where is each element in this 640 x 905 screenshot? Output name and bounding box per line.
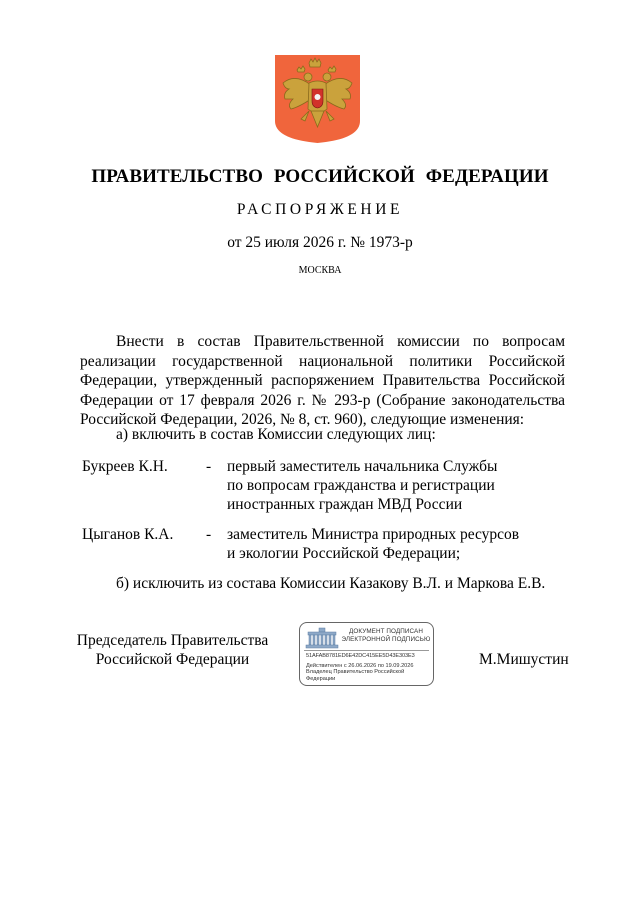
person-position: [227, 457, 547, 515]
stamp-divider: [304, 650, 429, 651]
position-line: по вопросам гражданства и регистрации: [227, 477, 495, 495]
person-name: Цыганов К.А.: [82, 526, 174, 543]
position-line: заместитель Министра природных ресурсов: [227, 526, 520, 543]
document-type: РАСПОРЯЖЕНИЕ: [236, 201, 404, 218]
signatory-title-line: Российской Федерации: [95, 650, 250, 668]
issuer-heading: ПРАВИТЕЛЬСТВО РОССИЙСКОЙ ФЕДЕРАЦИИ: [91, 166, 549, 187]
position-line: и экологии Российской Федерации;: [227, 545, 461, 563]
signatory-title: [70, 632, 275, 669]
person-dash: -: [206, 526, 212, 543]
person-dash: -: [206, 458, 212, 475]
electronic-signature-stamp: [299, 622, 434, 686]
signatory-title-line: Председатель Правительства: [76, 632, 269, 649]
item-b: б) исключить из состава Комиссии Казакову В.Л. и Маркова Е.В.: [116, 575, 546, 592]
document-date-number: от 25 июля 2026 г. № 1973-р: [227, 234, 413, 251]
person-position: [227, 525, 547, 563]
issue-city: МОСКВА: [298, 265, 342, 276]
person-name: Букреев К.Н.: [82, 458, 168, 475]
stamp-header: [340, 628, 432, 644]
position-line: первый заместитель начальника Службы: [227, 458, 498, 475]
stamp-header-line: ЭЛЕКТРОННОЙ ПОДПИСЬЮ: [341, 636, 431, 643]
intro-paragraph: Внести в состав Правительственной комиссии по вопросам реализации государственной национальной политики Российской Федерации, утвержденный распоряжением Правительства Российской Федерации от 17 февраля 2026 г. № 293-р (Собрание законодательства Российской Федерации, 2026, № 8, ст. 960), следующие изменения:: [80, 333, 565, 429]
stamp-header-line: ДОКУМЕНТ ПОДПИСАН: [349, 628, 423, 635]
certificate-owner: Владелец Правительство Российской Федерации: [306, 669, 405, 682]
certificate-validity: Действителен с 26.06.2026 по 19.09.2026: [306, 663, 414, 669]
government-building-icon: [305, 627, 339, 649]
certificate-number: 51AFAB8781ED6E42DC415EE5D43E303E3: [306, 653, 415, 659]
coat-of-arms-icon: [275, 55, 360, 143]
signatory-name: М.Мишустин: [479, 651, 569, 668]
position-line: иностранных граждан МВД России: [227, 496, 463, 514]
item-a: а) включить в состав Комиссии следующих лиц:: [116, 426, 436, 443]
